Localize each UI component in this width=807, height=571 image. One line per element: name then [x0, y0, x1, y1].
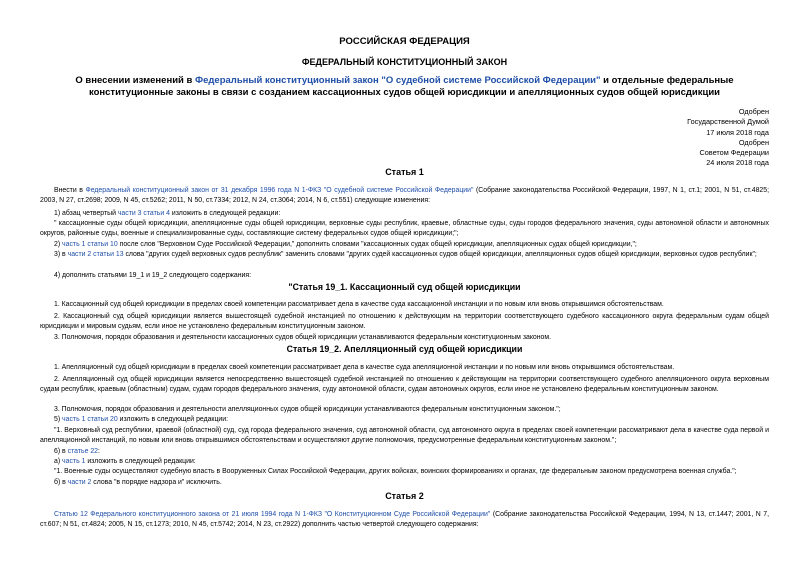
item-6b [40, 478, 769, 488]
article-19-2-part-1: 1. Апелляционный суд общей юрисдикции в пределах своей компетенции рассматривает дела в качестве суда апелляционной инстанции и по новым или вновь открывшимся обстоятельствам. [54, 364, 675, 371]
article-19-1-heading: "Статья 19_1. Кассационный суд общей юрисдикции [288, 282, 521, 292]
item-text: 3) в [54, 251, 68, 258]
law-title [40, 75, 769, 99]
article-19-2-part-3: 3. Полномочия, порядок образования и деятельности апелляционных судов общей юрисдикции устанавливаются федеральным конституционным законом."; [54, 406, 561, 413]
item-1-link[interactable]: части 3 статьи 4 [117, 210, 170, 217]
article-19-1-part-3: 3. Полномочия, порядок образования и деятельности кассационных судов общей юрисдикции устанавливаются федеральным конституционным законом. [54, 334, 552, 341]
intro-link[interactable]: Федеральный конституционный закон от 31 декабря 1996 года N 1-ФКЗ "О судебной системе Российской Федерации" [85, 187, 474, 194]
item-6-link[interactable]: статье 22 [67, 448, 98, 455]
approval-date: 24 июля 2018 года [706, 158, 769, 168]
item-text: : [98, 448, 100, 455]
item-text: после слов "Верховном Суде Российской Федерации," дополнить словами "кассационных судах общей юрисдикции, апелляционных судах общей юрисдикции,"; [117, 241, 637, 248]
approval-line: Советом Федерации [699, 148, 769, 158]
item-3 [40, 250, 769, 260]
approval-line: Одобрен [738, 137, 769, 147]
item-text: 2) [54, 241, 63, 248]
item-text: слова "других судей верховных судов республик" заменить словами "других судей кассационных судов общей юрисдикции, апелляционных судов общей юрисдикции, верховных судов республик"; [123, 251, 757, 258]
item-1-quote: " кассационные суды общей юрисдикции, апелляционные суды общей юрисдикции, верховные суды республик, краевые, областные суды, суды городов федерального значения, суды автономной области и автономных округов, районные суды, военные и специализированные суды, составляющие систему федеральных судов общей юрисдикции;"; [40, 220, 769, 237]
item-2 [40, 240, 769, 250]
article-2-intro-suffix: (Собрание законодательства Российской Федерации, 1994, N 13, ст.1447; 2001, N 7, ст.607; N 51, ст.4824; 2005, N 15, ст.1273; 2010, N 45, ст.5742; 2014, N 23, ст.2922) дополнить частью четвертой следующего содержания: [40, 511, 769, 528]
item-6a-quote: "1. Военные суды осуществляют судебную власть в Вооруженных Силах Российской Федерации, других войсках, воинских формированиях и органах, где федеральным законом предусмотрена военная служба."; [54, 468, 737, 475]
item-5 [40, 415, 769, 425]
item-text: изложить в следующей редакции: [85, 458, 196, 465]
article-2-heading: Статья 2 [385, 491, 424, 501]
article-2-intro [40, 510, 769, 529]
item-text: а) [54, 458, 63, 465]
item-5-link[interactable]: часть 1 статьи 20 [62, 416, 118, 423]
item-text: 5) [54, 416, 63, 423]
country-heading: РОССИЙСКАЯ ФЕДЕРАЦИЯ [339, 36, 470, 47]
title-link[interactable]: Федеральный конституционный закон "О судебной системе Российской Федерации" [195, 75, 601, 86]
approval-date: 17 июля 2018 года [706, 127, 769, 137]
article-19-1-part-1: 1. Кассационный суд общей юрисдикции в пределах своей компетенции рассматривает дела в качестве суда кассационной инстанции и по новым или вновь открывшимся обстоятельствам. [54, 301, 664, 308]
law-type-heading: ФЕДЕРАЛЬНЫЙ КОНСТИТУЦИОННЫЙ ЗАКОН [301, 57, 508, 67]
title-suffix: и отдельные федеральные конституционные законы в связи с созданием кассационных судов общей юрисдикции и апелляционных судов общей юрисдикции [88, 75, 734, 98]
title-prefix: О внесении изменений в [75, 75, 195, 86]
item-text: изложить в следующей редакции: [169, 210, 281, 217]
item-6a-link[interactable]: часть 1 [62, 458, 86, 465]
intro-suffix: (Собрание законодательства Российской Федерации, 1997, N 1, ст.1; 2001, N 51, ст.4825; 2003, N 27, ст.2698; 2009, N 45, ст.5262; 2011, N 50, ст.7334; 2012, N 24, ст.3064; 2014, N 6, ст.551) следующие изменения: [40, 187, 769, 204]
item-text: слова "в порядке надзора и" исключить. [91, 479, 222, 486]
approval-line: Одобрен [738, 107, 769, 116]
item-text: 1) абзац четвертый [54, 210, 118, 217]
item-4: 4) дополнить статьями 19_1 и 19_2 следующего содержания: [54, 272, 252, 279]
item-2-link[interactable]: часть 1 статьи 10 [62, 241, 118, 248]
article-19-1-part-2: 2. Кассационный суд общей юрисдикции является вышестоящей судебной инстанцией по отношению к действующим на территории соответствующего судебного кассационного округа федеральным судам общей юрисдикции и мировым судьям, если иное не установлено федеральным конституционным законом. [40, 313, 769, 330]
article-1-intro [40, 186, 769, 205]
intro-prefix: Внести в [54, 187, 86, 194]
item-text: 6) в [54, 448, 68, 455]
article-2-link[interactable]: Статью 12 Федерального конституционного закона от 21 июля 1994 года N 1-ФКЗ "О Конституционном Суде Российской Федерации" [54, 511, 491, 518]
item-text: б) в [54, 479, 68, 486]
item-5-quote: "1. Верховный суд республики, краевой (областной) суд, суд города федерального значения, суд автономной области, суд автономного округа в пределах своей компетенции рассматривают дела в качестве суда первой и апелляционной инстанций, по новым или вновь открывшимся обстоятельствам и осуществляют другие полномочия, предусмотренные федеральным конституционным законом."; [40, 427, 769, 444]
item-text: изложить в следующей редакции: [117, 416, 229, 423]
article-1-heading: Статья 1 [385, 167, 424, 177]
item-1 [40, 209, 769, 219]
item-3-link[interactable]: части 2 статьи 13 [67, 251, 124, 258]
item-6 [40, 447, 769, 457]
article-19-2-part-2: 2. Апелляционный суд общей юрисдикции является непосредственно вышестоящей судебной инстанцией по отношению к действующим на территории соответствующего судебного апелляционного округа верховным судам республик, краевым (областным) судам, судам городов федерального значения, суду автономной области, судам автономных округов, если иное не установлено федеральным конституционным законом. [40, 376, 769, 393]
item-6a [40, 457, 769, 467]
approval-line: Государственной Думой [687, 117, 769, 127]
item-6b-link[interactable]: части 2 [67, 479, 92, 486]
article-19-2-heading: Статья 19_2. Апелляционный суд общей юрисдикции [286, 344, 523, 354]
approval-block [687, 107, 769, 169]
